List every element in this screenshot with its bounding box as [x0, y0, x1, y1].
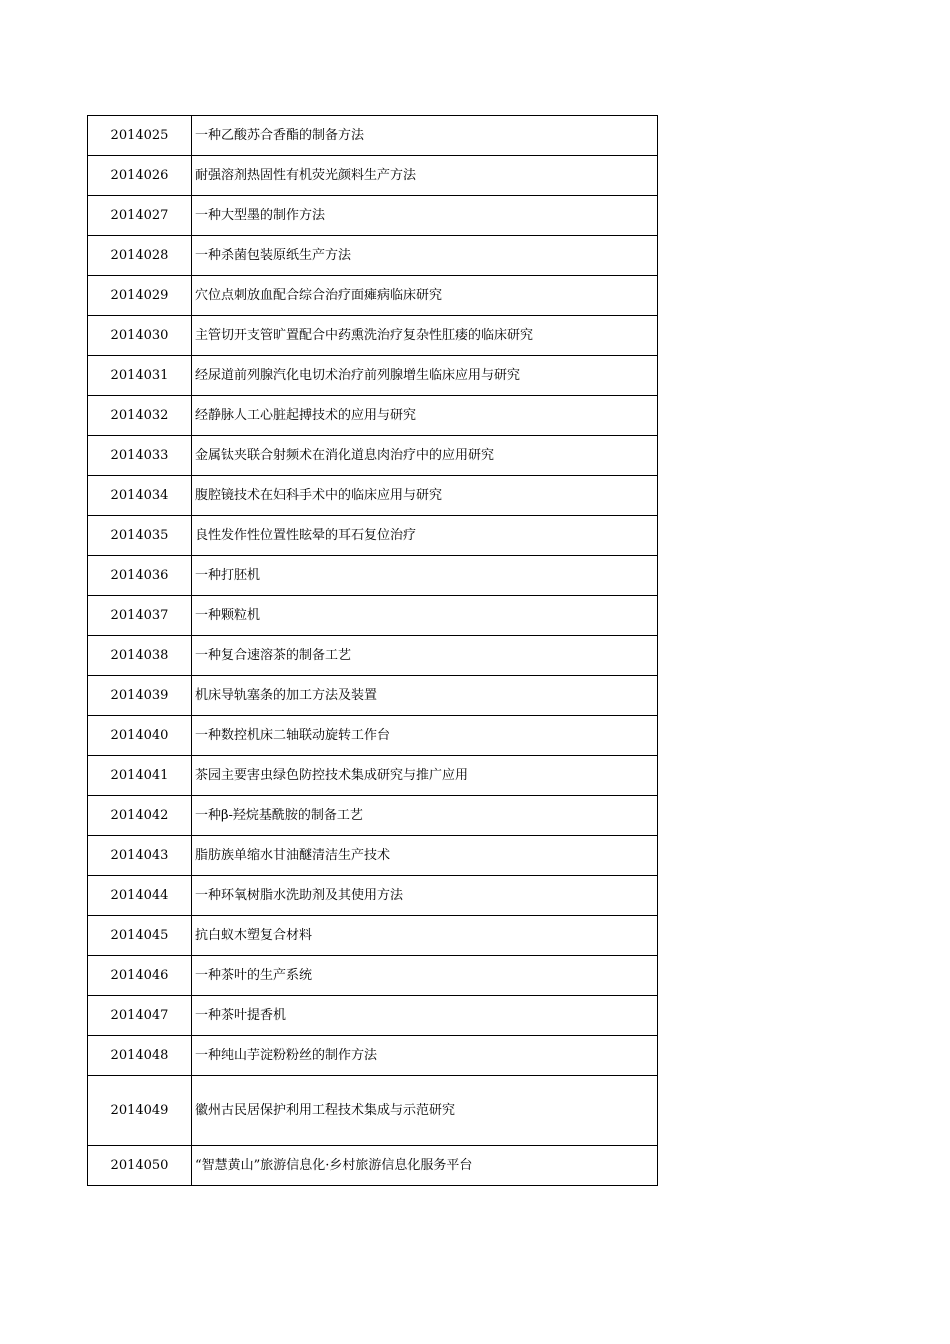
project-id-cell: 2014040 — [88, 716, 192, 756]
table-row — [88, 316, 658, 356]
project-name-cell: 经静脉人工心脏起搏技术的应用与研究 — [192, 396, 658, 436]
project-id-cell: 2014043 — [88, 836, 192, 876]
project-name-cell: 徽州古民居保护利用工程技术集成与示范研究 — [192, 1076, 658, 1146]
table-row — [88, 516, 658, 556]
table-row — [88, 996, 658, 1036]
table-row — [88, 636, 658, 676]
project-id-cell: 2014045 — [88, 916, 192, 956]
project-id-cell: 2014034 — [88, 476, 192, 516]
project-name-cell: 机床导轨塞条的加工方法及装置 — [192, 676, 658, 716]
project-table-body — [88, 116, 658, 1186]
project-name-cell: 良性发作性位置性眩晕的耳石复位治疗 — [192, 516, 658, 556]
table-row — [88, 276, 658, 316]
project-id-cell: 2014049 — [88, 1076, 192, 1146]
project-name-cell: 茶园主要害虫绿色防控技术集成研究与推广应用 — [192, 756, 658, 796]
table-row — [88, 756, 658, 796]
project-id-cell: 2014046 — [88, 956, 192, 996]
project-id-cell: 2014037 — [88, 596, 192, 636]
project-id-cell: 2014047 — [88, 996, 192, 1036]
project-name-cell: 一种乙酸苏合香酯的制备方法 — [192, 116, 658, 156]
project-id-cell: 2014039 — [88, 676, 192, 716]
project-name-cell: 一种环氧树脂水洗助剂及其使用方法 — [192, 876, 658, 916]
project-id-cell: 2014026 — [88, 156, 192, 196]
project-name-cell: 脂肪族单缩水甘油醚清洁生产技术 — [192, 836, 658, 876]
project-name-cell: 一种数控机床二轴联动旋转工作台 — [192, 716, 658, 756]
project-id-cell: 2014028 — [88, 236, 192, 276]
table-row — [88, 796, 658, 836]
project-table — [87, 115, 658, 1186]
project-id-cell: 2014044 — [88, 876, 192, 916]
table-row — [88, 1036, 658, 1076]
project-name-cell: 一种大型墨的制作方法 — [192, 196, 658, 236]
project-name-cell: 一种纯山芋淀粉粉丝的制作方法 — [192, 1036, 658, 1076]
table-row — [88, 876, 658, 916]
project-name-cell: 一种茶叶提香机 — [192, 996, 658, 1036]
project-id-cell: 2014033 — [88, 436, 192, 476]
project-id-cell: 2014030 — [88, 316, 192, 356]
project-name-cell: 主管切开支管旷置配合中药熏洗治疗复杂性肛瘘的临床研究 — [192, 316, 658, 356]
table-row — [88, 156, 658, 196]
project-id-cell: 2014035 — [88, 516, 192, 556]
table-row — [88, 436, 658, 476]
project-id-cell: 2014032 — [88, 396, 192, 436]
project-name-cell: 一种杀菌包装原纸生产方法 — [192, 236, 658, 276]
project-name-cell: 腹腔镜技术在妇科手术中的临床应用与研究 — [192, 476, 658, 516]
table-row — [88, 476, 658, 516]
table-row — [88, 196, 658, 236]
project-id-cell: 2014029 — [88, 276, 192, 316]
project-id-cell: 2014027 — [88, 196, 192, 236]
project-name-cell: 经尿道前列腺汽化电切术治疗前列腺增生临床应用与研究 — [192, 356, 658, 396]
table-row — [88, 396, 658, 436]
project-id-cell: 2014025 — [88, 116, 192, 156]
table-row — [88, 236, 658, 276]
project-name-cell: 一种打胚机 — [192, 556, 658, 596]
project-name-cell: 耐强溶剂热固性有机荧光颜料生产方法 — [192, 156, 658, 196]
table-row — [88, 956, 658, 996]
project-id-cell: 2014036 — [88, 556, 192, 596]
table-row — [88, 1076, 658, 1146]
project-id-cell: 2014050 — [88, 1146, 192, 1186]
project-name-cell: 抗白蚁木塑复合材料 — [192, 916, 658, 956]
project-id-cell: 2014048 — [88, 1036, 192, 1076]
table-row — [88, 596, 658, 636]
project-name-cell: 穴位点刺放血配合综合治疗面瘫病临床研究 — [192, 276, 658, 316]
project-id-cell: 2014042 — [88, 796, 192, 836]
table-row — [88, 916, 658, 956]
table-row — [88, 116, 658, 156]
project-id-cell: 2014031 — [88, 356, 192, 396]
project-name-cell: 一种茶叶的生产系统 — [192, 956, 658, 996]
project-name-cell: “智慧黄山”旅游信息化·乡村旅游信息化服务平台 — [192, 1146, 658, 1186]
table-row — [88, 356, 658, 396]
table-row — [88, 556, 658, 596]
project-name-cell: 一种复合速溶茶的制备工艺 — [192, 636, 658, 676]
table-row — [88, 676, 658, 716]
table-row — [88, 836, 658, 876]
table-row — [88, 716, 658, 756]
project-name-cell: 一种β-羟烷基酰胺的制备工艺 — [192, 796, 658, 836]
project-name-cell: 一种颗粒机 — [192, 596, 658, 636]
table-row — [88, 1146, 658, 1186]
project-name-cell: 金属钛夹联合射频术在消化道息肉治疗中的应用研究 — [192, 436, 658, 476]
project-id-cell: 2014038 — [88, 636, 192, 676]
project-id-cell: 2014041 — [88, 756, 192, 796]
